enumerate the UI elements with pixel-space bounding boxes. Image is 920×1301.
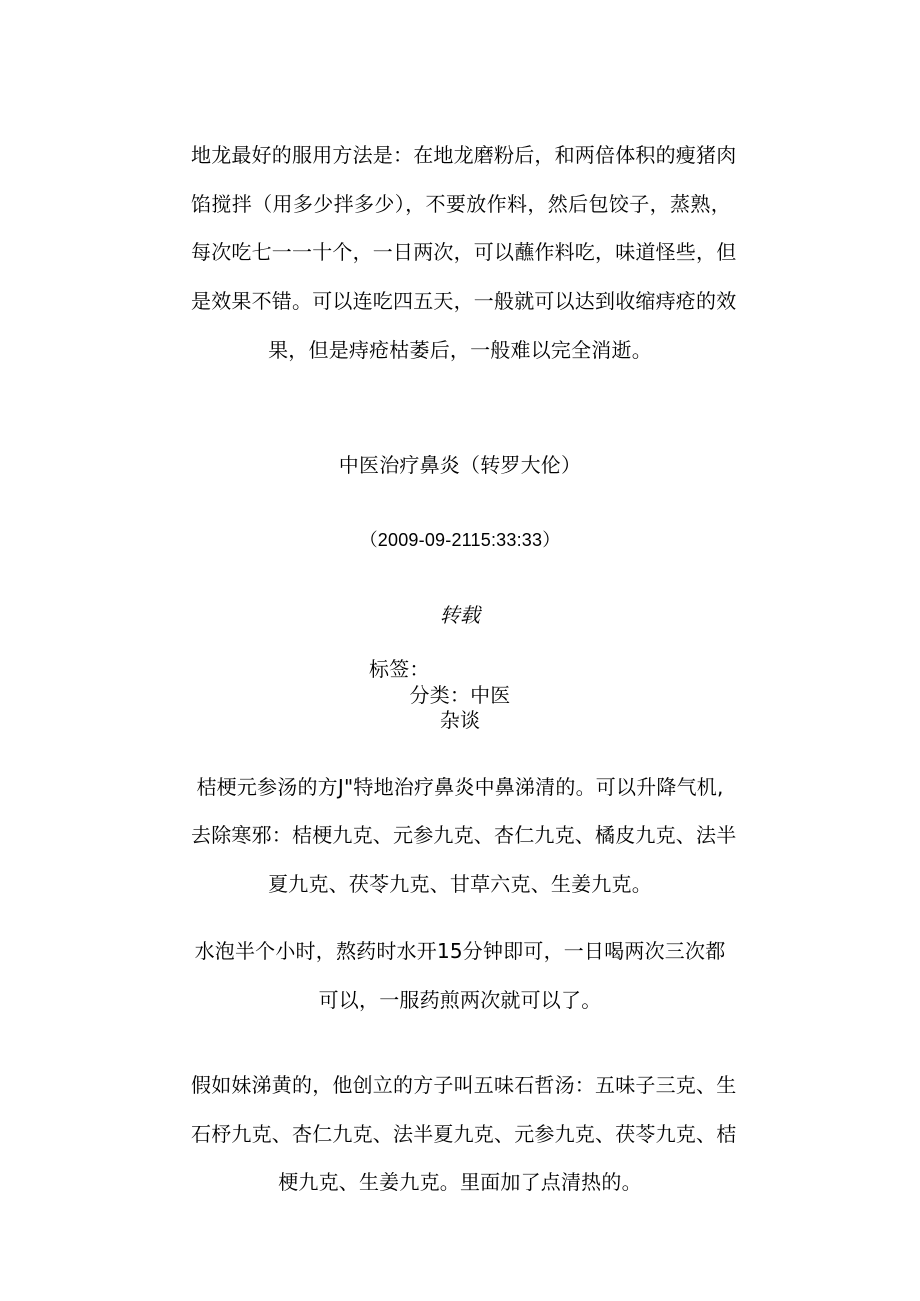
paragraph-line: 是效果不错。可以连吃四五天，一般就可以达到收缩痔疮的效: [191, 289, 737, 313]
category-label: 分类：中医: [409, 683, 511, 707]
paragraph-line: 果，但是痔疮枯萎后，一般难以完全消逝。: [268, 338, 652, 362]
tags-label: 标签：: [369, 657, 430, 681]
paragraph-line: 石杼九克、杏仁九克、法半夏九克、元参九克、茯苓九克、桔: [191, 1122, 737, 1146]
article-datetime: （2009-09-2115:33:33）: [359, 530, 561, 550]
paragraph-line: 每次吃七一一十个，一日两次，可以蘸作料吃，味道怪些，但: [191, 240, 737, 264]
article-title: 中医治疗鼻炎（转罗大伦）: [338, 453, 582, 477]
category-label-continued: 杂谈: [439, 708, 481, 732]
repost-label: 转载: [439, 603, 481, 627]
paragraph-line: 去除寒邪：桔梗九克、元参九克、杏仁九克、橘皮九克、法半: [191, 823, 737, 847]
paragraph-line: 地龙最好的服用方法是：在地龙磨粉后，和两倍体积的瘦猪肉: [191, 143, 737, 167]
paragraph-line: 假如妹涕黄的，他创立的方子叫五味石哲汤：五味子三克、生: [191, 1073, 737, 1097]
paragraph-line: 梗九克、生姜九克。里面加了点清热的。: [278, 1170, 642, 1194]
paragraph-line: 馅搅拌（用多少拌多少），不要放作料，然后包饺子，蒸熟，: [191, 192, 731, 216]
paragraph-line: 夏九克、茯苓九克、甘草六克、生姜九克。: [268, 872, 652, 896]
paragraph-line: 水泡半个小时，熬药时水开15分钟即可，一日喝两次三次都: [194, 939, 726, 963]
paragraph-line: 桔梗元参汤的方J"特地治疗鼻炎中鼻涕清的。可以升降气机,: [196, 775, 724, 799]
paragraph-line: 可以，一服药煎两次就可以了。: [318, 988, 602, 1012]
